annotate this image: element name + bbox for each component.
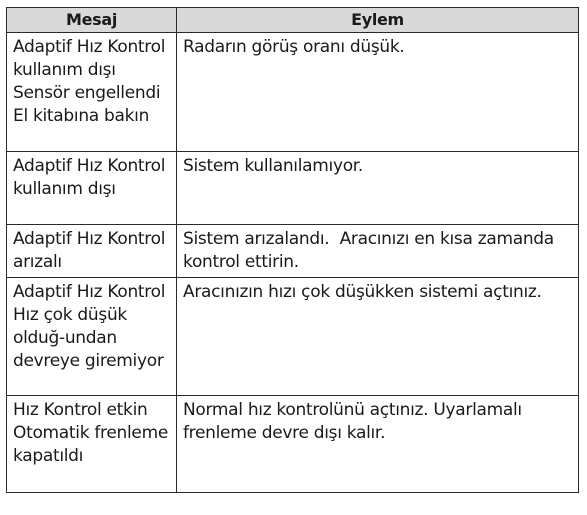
table-header-row [7, 8, 579, 33]
header-message: Mesaj [7, 8, 177, 33]
message-cell: Hız Kontrol etkin Otomatik frenleme kapatıldı [7, 396, 177, 493]
action-cell: Sistem arızalandı. Aracınızı en kısa zamanda kontrol ettirin. [177, 225, 579, 278]
table-row [7, 278, 579, 396]
action-cell: Normal hız kontrolünü açtınız. Uyarlamalı frenleme devre dışı kalır. [177, 396, 579, 493]
table-row [7, 396, 579, 493]
message-cell: Adaptif Hız Kontrol kullanım dışı [7, 152, 177, 225]
action-cell: Aracınızın hızı çok düşükken sistemi açtınız. [177, 278, 579, 396]
action-cell: Sistem kullanılamıyor. [177, 152, 579, 225]
message-cell: Adaptif Hız Kontrol kullanım dışı Sensör engellendi El kitabına bakın [7, 33, 177, 152]
table-row [7, 225, 579, 278]
message-cell: Adaptif Hız Kontrol arızalı [7, 225, 177, 278]
header-action: Eylem [177, 8, 579, 33]
message-cell: Adaptif Hız Kontrol Hız çok düşük olduğ-undan devreye giremiyor [7, 278, 177, 396]
table-row [7, 33, 579, 152]
message-action-table [6, 7, 579, 493]
action-cell: Radarın görüş oranı düşük. [177, 33, 579, 152]
table-row [7, 152, 579, 225]
